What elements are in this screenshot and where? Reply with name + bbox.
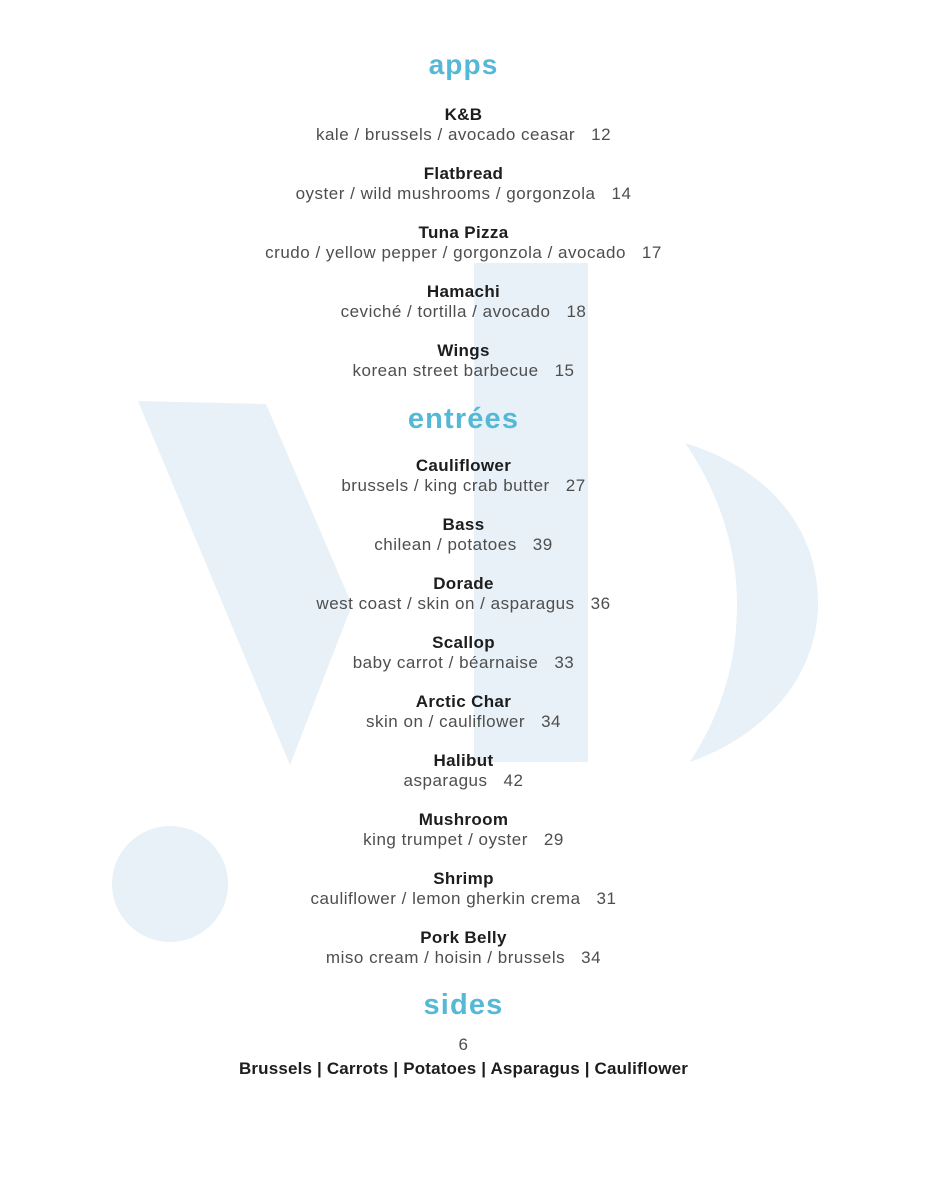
item-price: 36 xyxy=(590,594,611,613)
item-ingredients: brussels / king crab butter xyxy=(341,476,550,495)
item-price: 14 xyxy=(611,184,632,203)
menu-item-kb xyxy=(0,105,927,145)
item-name: Flatbread xyxy=(423,164,504,183)
item-ingredients: skin on / cauliflower xyxy=(366,712,526,731)
item-desc xyxy=(0,889,927,909)
item-desc xyxy=(0,771,927,791)
item-ingredients: baby carrot / béarnaise xyxy=(352,653,539,672)
item-name: Mushroom xyxy=(418,810,509,829)
item-name: Arctic Char xyxy=(415,692,512,711)
item-price: 39 xyxy=(532,535,553,554)
menu-item-cauliflower xyxy=(0,456,927,496)
menu-item-hamachi xyxy=(0,282,927,322)
item-name: Wings xyxy=(437,341,490,360)
item-desc xyxy=(0,535,927,555)
menu-item-tuna-pizza xyxy=(0,223,927,263)
item-name: Tuna Pizza xyxy=(418,223,509,242)
menu-item-dorade xyxy=(0,574,927,614)
item-name: Bass xyxy=(442,515,485,534)
menu-item-arctic-char xyxy=(0,692,927,732)
item-name: Pork Belly xyxy=(420,928,507,947)
sides-price: 6 xyxy=(458,1035,469,1054)
menu-item-halibut xyxy=(0,751,927,791)
entrees-items-group xyxy=(0,456,927,968)
menu-item-flatbread xyxy=(0,164,927,204)
item-ingredients: chilean / potatoes xyxy=(374,535,517,554)
item-desc xyxy=(0,243,927,263)
item-price: 31 xyxy=(596,889,617,908)
item-desc xyxy=(0,594,927,614)
item-ingredients: king trumpet / oyster xyxy=(363,830,528,849)
item-desc xyxy=(0,184,927,204)
section-title-apps: apps xyxy=(428,49,499,80)
item-desc xyxy=(0,653,927,673)
item-price: 18 xyxy=(566,302,587,321)
item-price: 15 xyxy=(554,361,575,380)
item-ingredients: west coast / skin on / asparagus xyxy=(316,594,575,613)
item-ingredients: oyster / wild mushrooms / gorgonzola xyxy=(295,184,596,203)
item-price: 12 xyxy=(591,125,612,144)
item-desc xyxy=(0,948,927,968)
menu-item-bass xyxy=(0,515,927,555)
item-ingredients: crudo / yellow pepper / gorgonzola / avocado xyxy=(265,243,626,262)
item-ingredients: miso cream / hoisin / brussels xyxy=(325,948,566,967)
menu-item-shrimp xyxy=(0,869,927,909)
item-desc xyxy=(0,830,927,850)
item-name: K&B xyxy=(444,105,483,124)
sides-items-row: Brussels | Carrots | Potatoes | Asparagus | Cauliflower xyxy=(238,1059,689,1078)
menu-item-mushroom xyxy=(0,810,927,850)
item-name: Scallop xyxy=(432,633,495,652)
item-price: 34 xyxy=(541,712,561,731)
item-price: 17 xyxy=(641,243,662,262)
item-name: Dorade xyxy=(433,574,494,593)
item-desc xyxy=(0,476,927,496)
menu-item-wings xyxy=(0,341,927,381)
item-price: 33 xyxy=(554,653,575,672)
item-ingredients: cauliflower / lemon gherkin crema xyxy=(310,889,581,908)
item-name: Halibut xyxy=(433,751,494,770)
menu-item-pork-belly xyxy=(0,928,927,968)
item-price: 29 xyxy=(543,830,564,849)
item-ingredients: korean street barbecue xyxy=(352,361,539,380)
item-price: 34 xyxy=(581,948,602,967)
item-ingredients: asparagus xyxy=(403,771,488,790)
section-title-entrees: entrées xyxy=(407,403,520,435)
menu-content xyxy=(0,48,927,1079)
item-desc xyxy=(0,125,927,145)
item-name: Shrimp xyxy=(433,869,494,888)
item-price: 42 xyxy=(503,771,524,790)
item-desc xyxy=(0,361,927,381)
menu-item-scallop xyxy=(0,633,927,673)
item-name: Hamachi xyxy=(426,282,501,301)
item-ingredients: ceviché / tortilla / avocado xyxy=(340,302,551,321)
item-desc xyxy=(0,302,927,322)
item-price: 27 xyxy=(565,476,586,495)
section-title-sides: sides xyxy=(423,989,504,1021)
apps-items-group xyxy=(0,105,927,381)
item-ingredients: kale / brussels / avocado ceasar xyxy=(315,125,576,144)
item-desc xyxy=(0,712,927,732)
item-name: Cauliflower xyxy=(415,456,512,475)
